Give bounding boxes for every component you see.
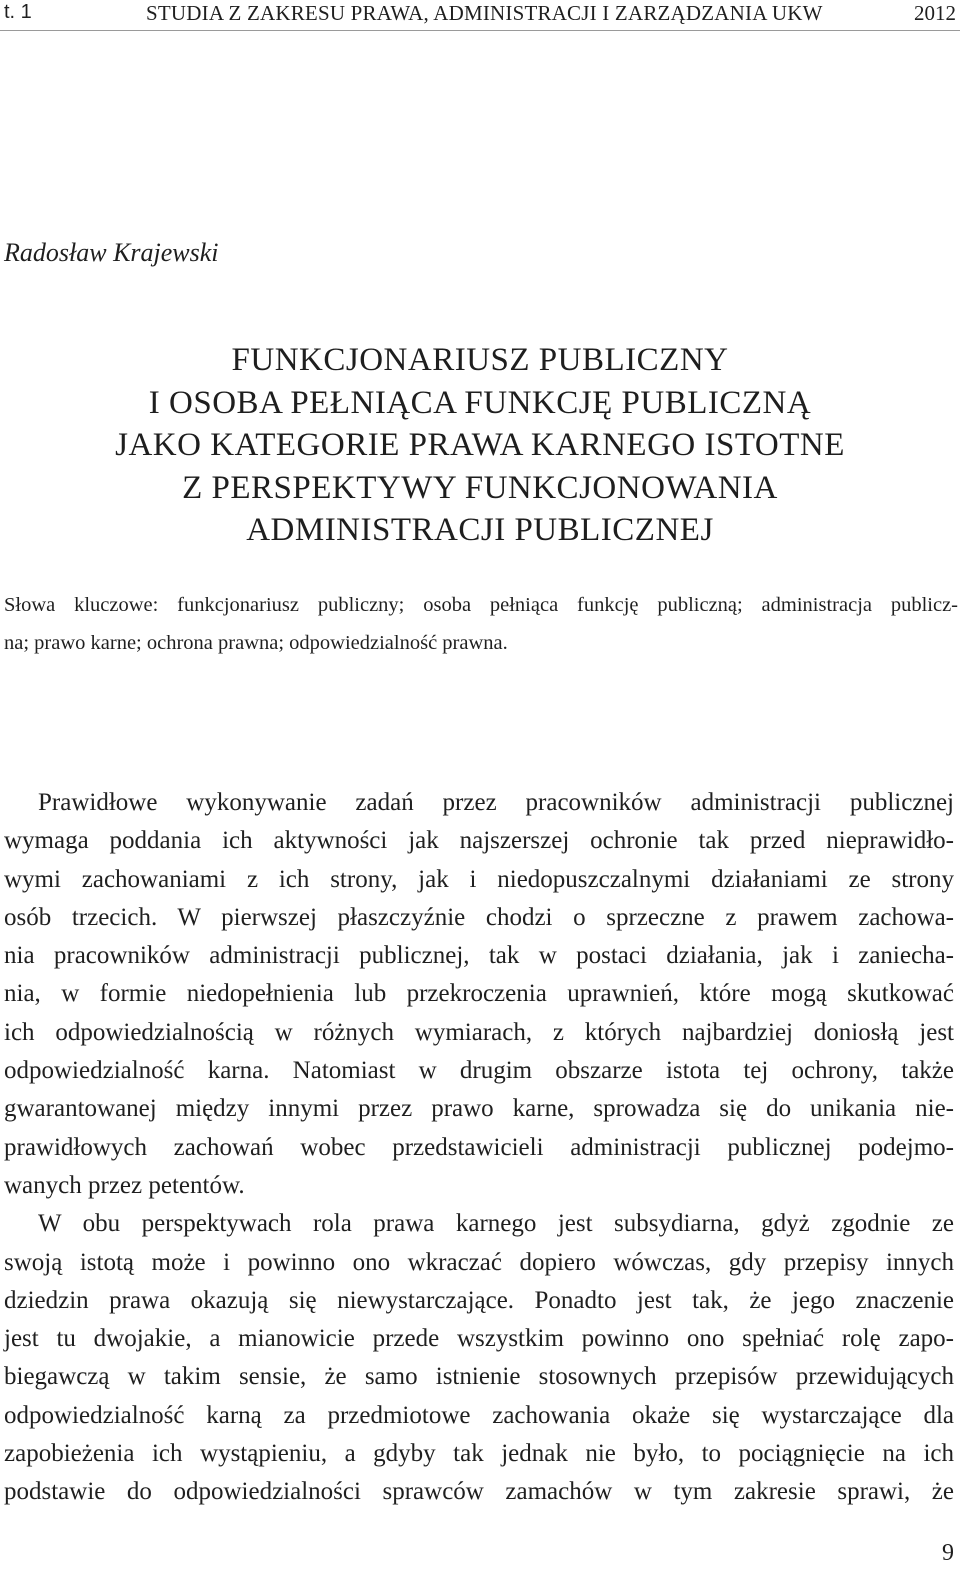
volume-label: t. 1 <box>4 1 32 23</box>
text-line: swoją istotą może i powinno ono wkraczać dopiero wówczas, gdy przepisy innych <box>4 1248 954 1276</box>
text-line: dziedzin prawa okazują się niewystarczające. Ponadto jest tak, że jego znaczenie <box>4 1286 954 1314</box>
keywords <box>4 590 958 667</box>
text-line: W obu perspektywach rola prawa karnego jest subsydiarna, gdyż zgodnie ze <box>38 1210 954 1238</box>
title-line: Z PERSPEKTYWY FUNKCJONOWANIA <box>182 469 778 506</box>
text-line: ich odpowiedzialnością w różnych wymiarach, z których najbardziej doniosłą jest <box>4 1018 954 1046</box>
text-line: wymaga poddania ich aktywności jak najszerszej ochronie tak przed nieprawidło- <box>4 827 954 855</box>
text-line: zapobieżenia ich wystąpieniu, a gdyby tak jednak nie było, to pociągnięcie na ich <box>4 1440 954 1468</box>
journal-title: STUDIA Z ZAKRESU PRAWA, ADMINISTRACJI I ZARZĄDZANIA UKW <box>146 1 823 25</box>
text-line: osób trzecich. W pierwszej płaszczyźnie chodzi o sprzeczne z prawem zachowa- <box>4 903 954 931</box>
text-line: wanych przez petentów. <box>4 1171 245 1199</box>
article-body <box>4 784 954 1512</box>
paragraph-1 <box>4 784 954 1205</box>
title-line: JAKO KATEGORIE PRAWA KARNEGO ISTOTNE <box>115 427 845 463</box>
text-line: odpowiedzialność karna. Natomiast w drugim obszarze istota tej ochrony, także <box>4 1057 954 1085</box>
article-title <box>0 339 960 552</box>
running-header <box>0 0 960 31</box>
text-line: podstawie do odpowiedzialności sprawców zamachów w tym zakresie sprawi, że <box>4 1478 954 1506</box>
keywords-line: Słowa kluczowe: funkcjonariusz publiczny; osoba pełniąca funkcję publiczną; administracja publicz- <box>4 594 958 616</box>
keywords-line: na; prawo karne; ochrona prawna; odpowiedzialność prawna. <box>4 632 508 655</box>
title-line: FUNKCJONARIUSZ PUBLICZNY <box>231 342 729 378</box>
text-line: Prawidłowe wykonywanie zadań przez pracowników administracji publicznej <box>38 789 954 816</box>
author-name: Radosław Krajewski <box>4 238 219 267</box>
text-line: gwarantowanej między innymi przez prawo karne, sprowadza się do unikania nie- <box>4 1095 954 1123</box>
title-line: I OSOBA PEŁNIĄCA FUNKCJĘ PUBLICZNĄ <box>148 384 812 421</box>
text-line: odpowiedzialność karną za przedmiotowe zachowania okaże się wystarczające dla <box>4 1401 954 1429</box>
text-line: wymi zachowaniami z ich strony, jak i niedopuszczalnymi działaniami ze strony <box>4 865 954 893</box>
text-line: nia, w formie niedopełnienia lub przekroczenia uprawnień, które mogą skutkować <box>4 980 954 1008</box>
paragraph-2 <box>4 1205 954 1511</box>
text-line: biegawczą w takim sensie, że samo istnienie stosownych przepisów przewidujących <box>4 1363 954 1391</box>
page-number: 9 <box>942 1540 954 1566</box>
text-line: prawidłowych zachowań wobec przedstawicieli administracji publicznej podejmo- <box>4 1133 954 1161</box>
title-line: ADMINISTRACJI PUBLICZNEJ <box>246 512 714 548</box>
text-line: jest tu dwojakie, a mianowicie przede wszystkim powinno ono spełniać rolę zapo- <box>4 1325 954 1353</box>
publication-year: 2012 <box>914 1 956 25</box>
text-line: nia pracowników administracji publicznej, tak w postaci działania, jak i zaniecha- <box>4 942 954 970</box>
